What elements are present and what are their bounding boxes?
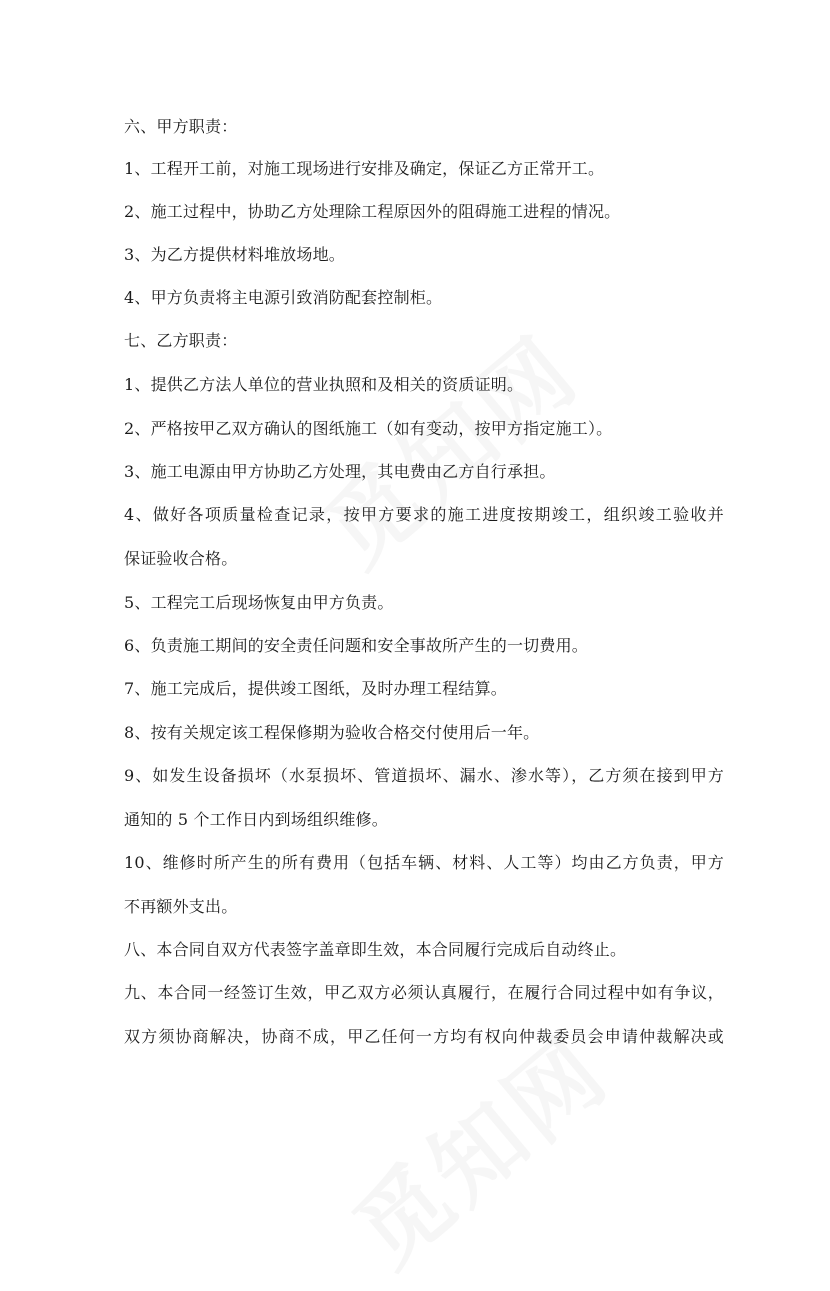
paragraph-line: 10、维修时所产生的所有费用（包括车辆、材料、人工等）均由乙方负责，甲方: [124, 853, 724, 872]
paragraph-line: 8、按有关规定该工程保修期为验收合格交付使用后一年。: [124, 723, 540, 742]
section-8-paragraph: 八、本合同自双方代表签字盖章即生效，本合同履行完成后自动终止。: [124, 940, 627, 959]
paragraph-line: 2、严格按甲乙双方确认的图纸施工（如有变动，按甲方指定施工）。: [124, 419, 613, 438]
section-9-paragraph: 九、本合同一经签订生效，甲乙双方必须认真履行，在履行合同过程中如有争议，: [124, 983, 724, 1002]
paragraph-line: 通知的 5 个工作日内到场组织维修。: [124, 810, 388, 829]
section-6-heading: 六、甲方职责：: [124, 117, 238, 136]
section-7-heading: 七、乙方职责：: [124, 331, 238, 350]
paragraph-line: 4、做好各项质量检查记录，按甲方要求的施工进度按期竣工，组织竣工验收并: [124, 505, 724, 524]
paragraph-line: 2、施工过程中，协助乙方处理除工程原因外的阻碍施工进程的情况。: [124, 202, 621, 221]
paragraph-line: 保证验收合格。: [124, 549, 238, 568]
paragraph-line: 5、工程完工后现场恢复由甲方负责。: [124, 593, 394, 612]
paragraph-line: 6、负责施工期间的安全责任问题和安全事故所产生的一切费用。: [124, 636, 588, 655]
paragraph-line: 1、工程开工前，对施工现场进行安排及确定，保证乙方正常开工。: [124, 159, 605, 178]
paragraph-line: 双方须协商解决，协商不成，甲乙任何一方均有权向仲裁委员会申请仲裁解决或: [124, 1027, 724, 1046]
paragraph-line: 3、为乙方提供材料堆放场地。: [124, 245, 345, 264]
paragraph-line: 不再额外支出。: [124, 897, 238, 916]
paragraph-line: 7、施工完成后，提供竣工图纸，及时办理工程结算。: [124, 679, 507, 698]
paragraph-line: 4、甲方负责将主电源引致消防配套控制柜。: [124, 288, 443, 307]
paragraph-line: 3、施工电源由甲方协助乙方处理，其电费由乙方自行承担。: [124, 462, 556, 481]
paragraph-line: 1、提供乙方法人单位的营业执照和及相关的资质证明。: [124, 375, 524, 394]
paragraph-line: 9、如发生设备损坏（水泵损坏、管道损坏、漏水、渗水等），乙方须在接到甲方: [124, 766, 724, 785]
